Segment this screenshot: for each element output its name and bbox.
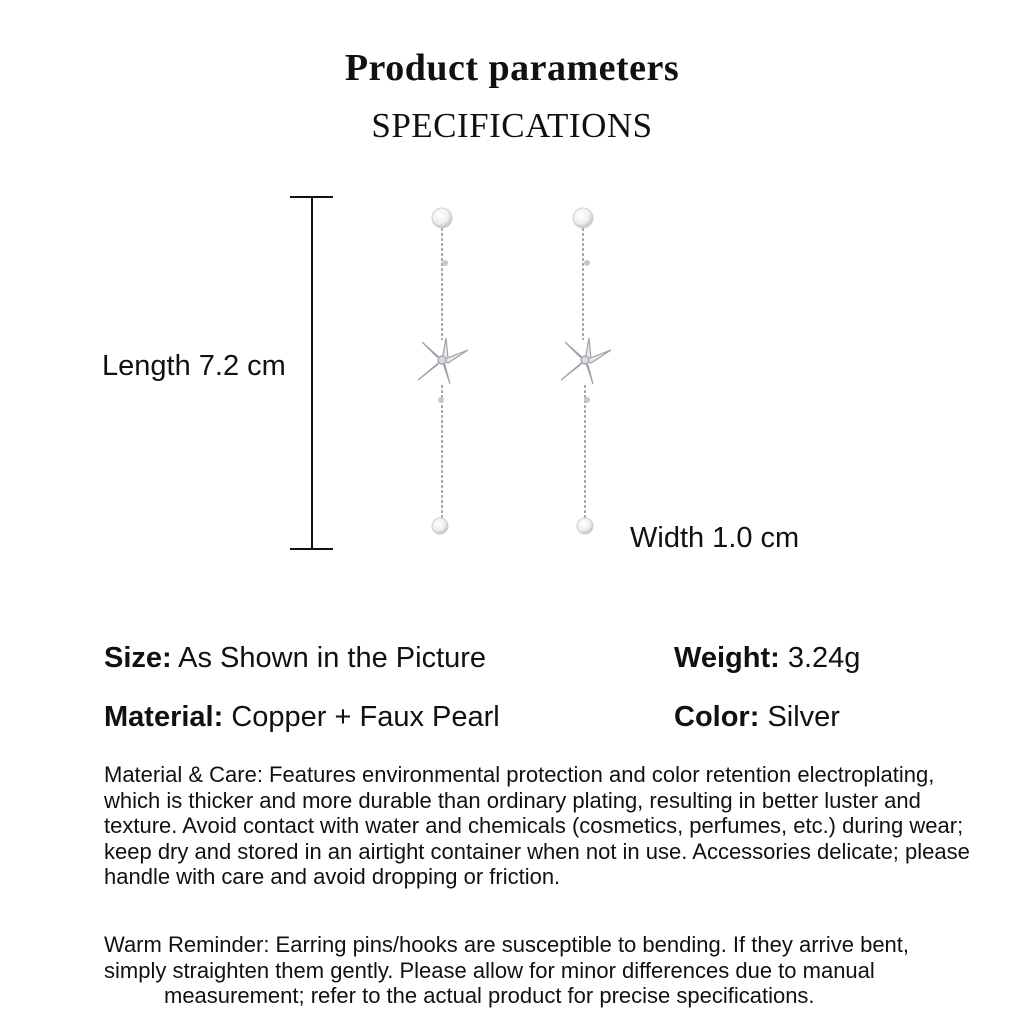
- earring-left-image: [402, 200, 482, 545]
- material-care-note: Material & Care: Features environmental protection and color retention electroplating, which is thicker and more durable than ordinary plating, resulting in better luster and texture. Avoid contact with water and chemicals (cosmetics, perfumes, etc.) during wear; keep dry and stored in an airtight container when not in use. Accessories delicate; please handle with care and avoid dropping or friction.: [104, 762, 970, 889]
- spec-size-label: Size:: [104, 642, 172, 674]
- spec-size-value: As Shown in the Picture: [178, 642, 487, 674]
- spec-material: [104, 701, 500, 734]
- page-title: Product parameters: [344, 47, 680, 89]
- length-dimension-line: [311, 196, 313, 550]
- warm-reminder-line1: Warm Reminder: Earring pins/hooks are susceptible to bending. If they arrive bent, simply straighten them gently. Please allow for minor differences due to manual: [104, 932, 910, 983]
- earring-right-image: [545, 200, 625, 545]
- page-subtitle: SPECIFICATIONS: [371, 106, 653, 145]
- spec-weight-value: 3.24g: [787, 642, 861, 674]
- spec-color: [674, 701, 840, 734]
- spec-material-label: Material:: [104, 701, 224, 733]
- length-dimension-cap-bottom: [290, 548, 333, 550]
- spec-color-label: Color:: [674, 701, 760, 733]
- spec-color-value: Silver: [767, 701, 840, 733]
- spec-weight: [674, 642, 860, 675]
- warm-reminder-note: [104, 932, 974, 1009]
- length-label: Length 7.2 cm: [102, 350, 286, 382]
- width-label: Width 1.0 cm: [630, 522, 800, 554]
- spec-size: [104, 642, 486, 675]
- spec-material-value: Copper + Faux Pearl: [231, 701, 500, 733]
- warm-reminder-line2: measurement; refer to the actual product for precise specifications.: [164, 983, 815, 1008]
- spec-weight-label: Weight:: [674, 642, 780, 674]
